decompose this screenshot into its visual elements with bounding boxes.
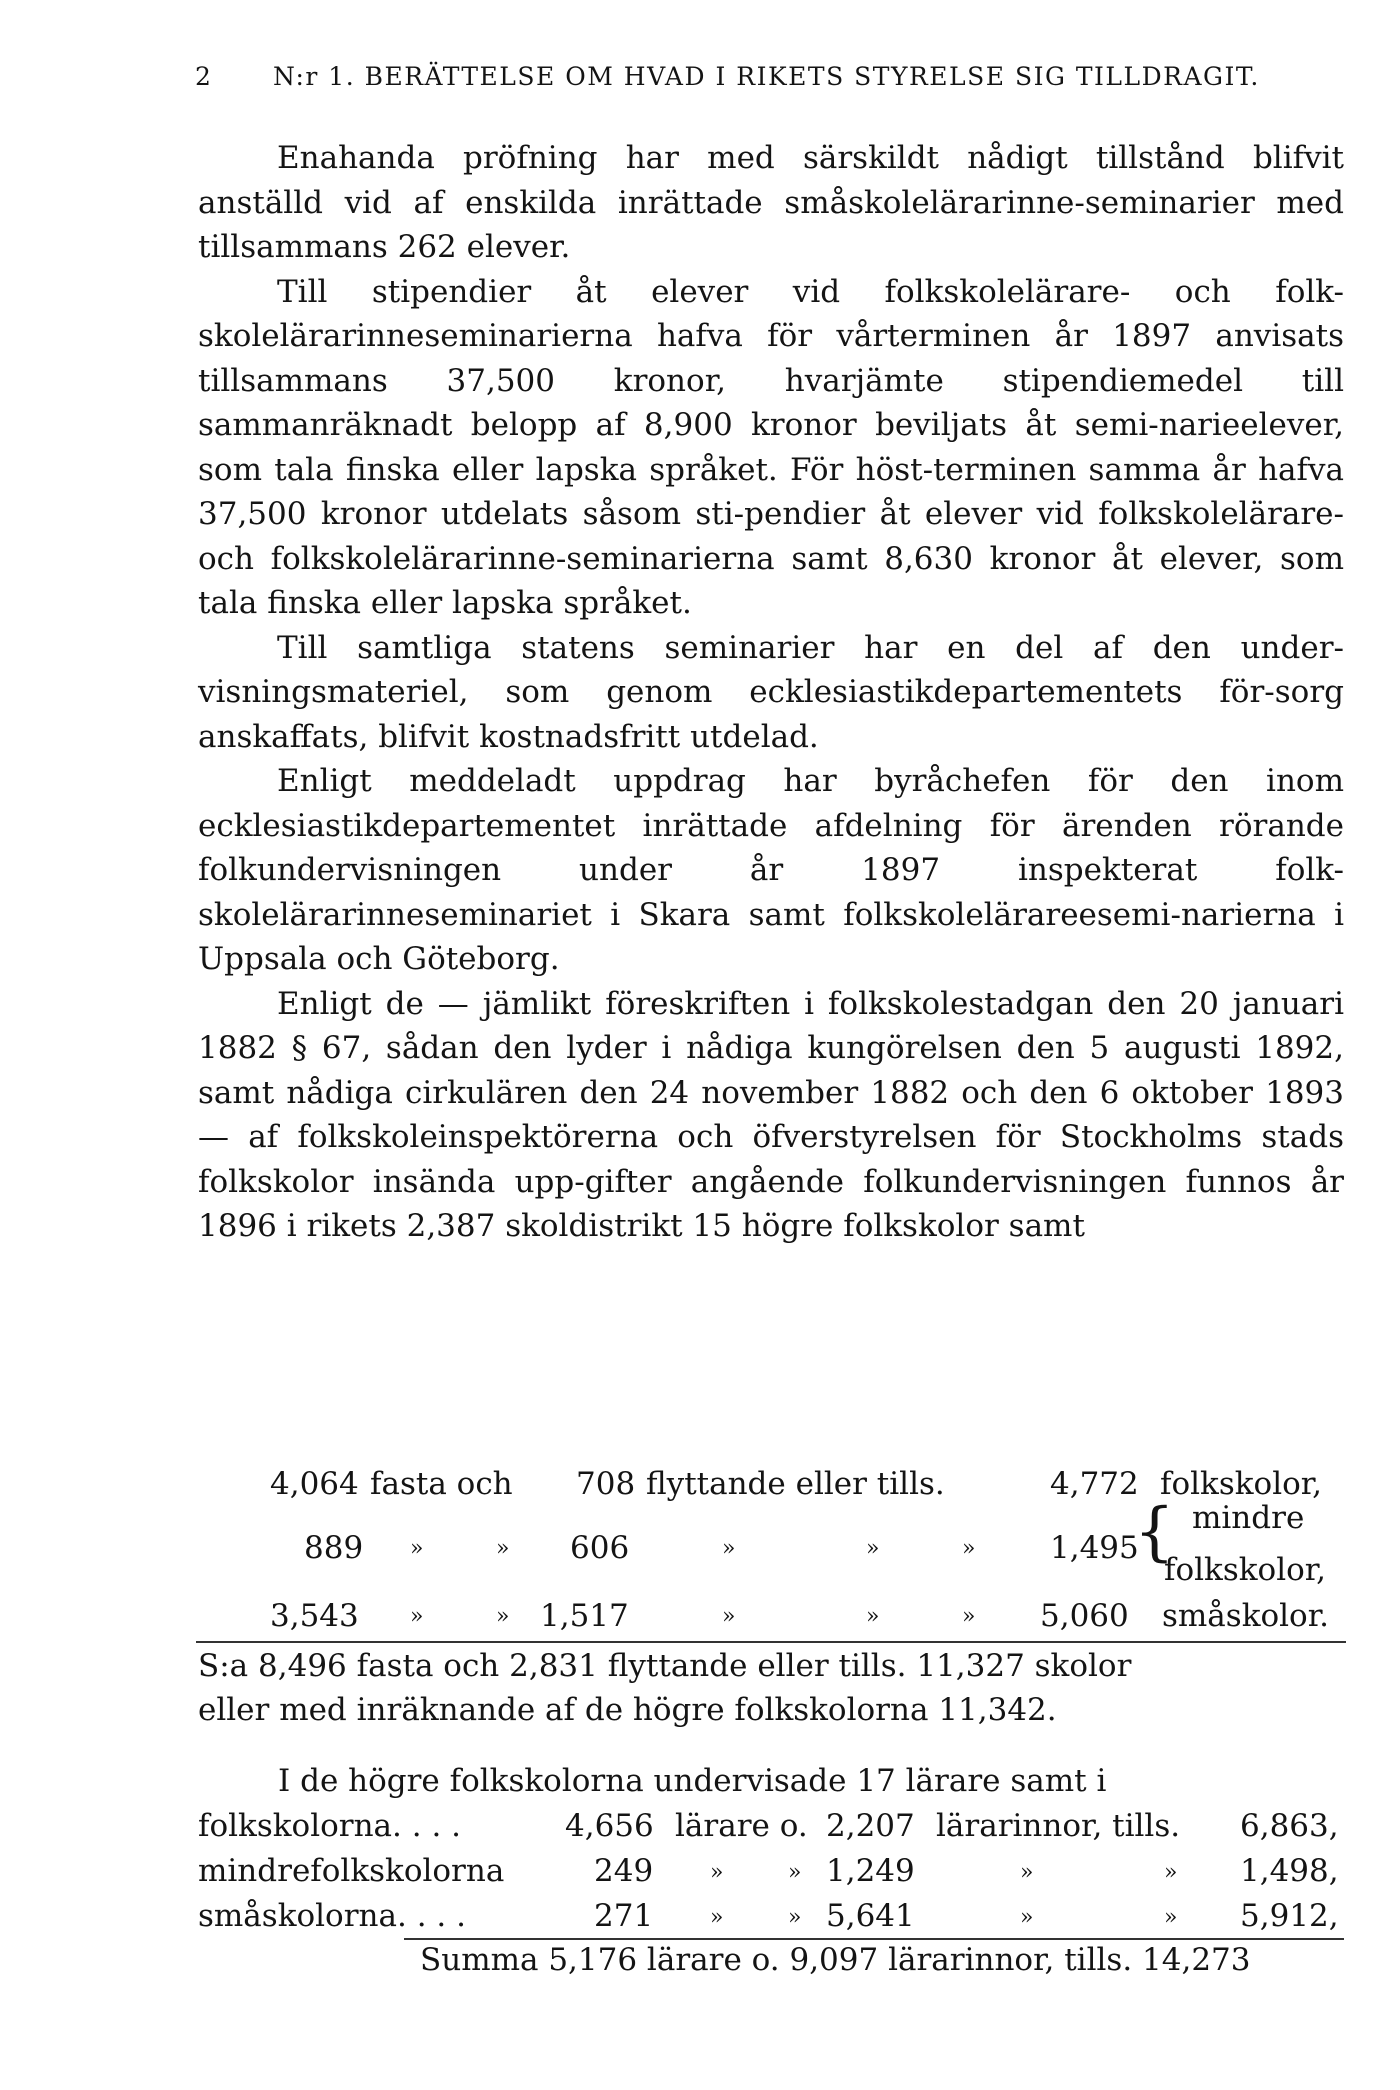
sum-rule [196, 1641, 1346, 1643]
t-row1-lararinnor-label: lärarinnor, tills. [936, 1808, 1181, 1844]
page-number: 2 [195, 62, 213, 91]
t-row2-ditto-2: » [788, 1860, 802, 1885]
row2-ditto-5: » [962, 1536, 976, 1561]
t-row2-ditto-3: » [1020, 1860, 1034, 1885]
running-header [195, 62, 1345, 102]
teachers-intro: I de högre folkskolorna undervisade 17 lärare samt i [278, 1763, 1107, 1799]
row3-total: 5,060 [1040, 1598, 1129, 1634]
row2-ditto-2: » [496, 1536, 510, 1561]
row3-kind: småskolor. [1162, 1598, 1329, 1634]
t-row3-ditto-2: » [788, 1905, 802, 1930]
row2-fasta: 889 [304, 1530, 364, 1566]
row2-kind-line2: folkskolor, [1164, 1552, 1327, 1588]
t-row3-larare: 271 [594, 1898, 654, 1934]
row3-ditto-4: » [866, 1604, 880, 1629]
row2-total: 1,495 [1050, 1530, 1139, 1566]
teachers-sum-rule [404, 1938, 1344, 1940]
t-row3-total: 5,912, [1240, 1898, 1339, 1934]
t-row1-label: folkskolorna. . . . [198, 1808, 462, 1844]
curly-brace-icon: { [1134, 1495, 1175, 1569]
t-row3-ditto-4: » [1164, 1905, 1178, 1930]
paragraph-1: Enahanda pröfning har med särskildt nådigt tillstånd blifvit anställd vid af enskilda inrättade småskolelärarinne-seminarier med tillsammans 262 elever. [198, 140, 1344, 265]
body-text [198, 136, 1344, 1249]
running-title: N:r 1. BERÄTTELSE OM HVAD I RIKETS STYRELSE SIG TILLDRAGIT. [273, 62, 1260, 91]
t-row2-ditto-1: » [710, 1860, 724, 1885]
t-row3-ditto-1: » [710, 1905, 724, 1930]
paragraph-4: Enligt meddeladt uppdrag har byråchefen för den inom ecklesiastikdepartementet inrättade afdelning för ärenden rörande folkundervisningen under år 1897 inspekterat folk-skolelärarinneseminariet i Skara samt folkskolelärareesemi-narierna i Uppsala och Göteborg. [198, 763, 1344, 977]
paragraph-5: Enligt de — jämlikt föreskriften i folkskolestadgan den 20 januari 1882 § 67, sådan den lyder i nådiga kungörelsen den 5 augusti 1892, samt nådiga cirkulären den 24 november 1882 och den 6 oktober 1893 — af folkskoleinspektörerna och öfverstyrelsen för Stockholms stads folkskolor insända upp-gifter angående folkundervisningen funnos år 1896 i rikets 2,387 skoldistrikt 15 högre folkskolor samt [198, 985, 1344, 1244]
schools-sum-line: S:a 8,496 fasta och 2,831 flyttande eller tills. 11,327 skolor [198, 1648, 1132, 1684]
row2-kind-line1: mindre [1192, 1500, 1305, 1536]
t-row2-ditto-4: » [1164, 1860, 1178, 1885]
t-row3-lararinnor: 5,641 [826, 1898, 915, 1934]
row3-fasta: 3,543 [270, 1598, 359, 1634]
row2-flytt: 606 [570, 1530, 630, 1566]
row3-ditto-1: » [410, 1604, 424, 1629]
t-row1-lararinnor: 2,207 [826, 1808, 915, 1844]
row1-fasta: 4,064 [270, 1466, 359, 1502]
row3-ditto-2: » [496, 1604, 510, 1629]
t-row1-total: 6,863, [1240, 1808, 1339, 1844]
t-row1-larare: 4,656 [565, 1808, 654, 1844]
row3-ditto-5: » [962, 1604, 976, 1629]
row1-total: 4,772 [1050, 1466, 1139, 1502]
row1-fasta-label: fasta och [370, 1466, 513, 1502]
row1-kind: folkskolor, [1160, 1466, 1323, 1502]
t-row3-label: småskolorna. . . . [198, 1898, 466, 1934]
row2-ditto-3: » [722, 1536, 736, 1561]
row1-flytt-label: flyttande eller tills. [646, 1466, 945, 1502]
row2-ditto-1: » [410, 1536, 424, 1561]
t-row2-larare: 249 [594, 1853, 654, 1889]
row3-flytt: 1,517 [540, 1598, 629, 1634]
row2-ditto-4: » [866, 1536, 880, 1561]
t-row1-larare-label: lärare o. [675, 1808, 808, 1844]
t-row2-lararinnor: 1,249 [826, 1853, 915, 1889]
row1-flytt: 708 [576, 1466, 636, 1502]
row3-ditto-3: » [722, 1604, 736, 1629]
t-row3-ditto-3: » [1020, 1905, 1034, 1930]
paragraph-3: Till samtliga statens seminarier har en del af den under-visningsmateriel, som genom ecklesiastikdepartementets för-sorg anskaffats, blifvit kostnadsfritt utdelad. [198, 629, 1344, 755]
t-row2-label: mindrefolkskolorna [198, 1853, 505, 1889]
schools-after-sum: eller med inräknande af de högre folkskolorna 11,342. [198, 1692, 1057, 1728]
t-row2-total: 1,498, [1240, 1853, 1339, 1889]
paragraph-2: Till stipendier åt elever vid folkskolelärare- och folk-skolelärarinneseminarierna hafva för vårterminen år 1897 anvisats tillsammans 37,500 kronor, hvarjämte stipendiemedel till sammanräknadt belopp af 8,900 kronor beviljats åt semi-narieelever, som tala finska eller lapska språket. För höst-terminen samma år hafva 37,500 kronor utdelats såsom sti-pendier åt elever vid folkskolelärare- och folkskolelärarinne-seminarierna samt 8,630 kronor åt elever, som tala finska eller lapska språket. [198, 273, 1344, 621]
teachers-sum-line: Summa 5,176 lärare o. 9,097 lärarinnor, tills. 14,273 [420, 1942, 1251, 1978]
